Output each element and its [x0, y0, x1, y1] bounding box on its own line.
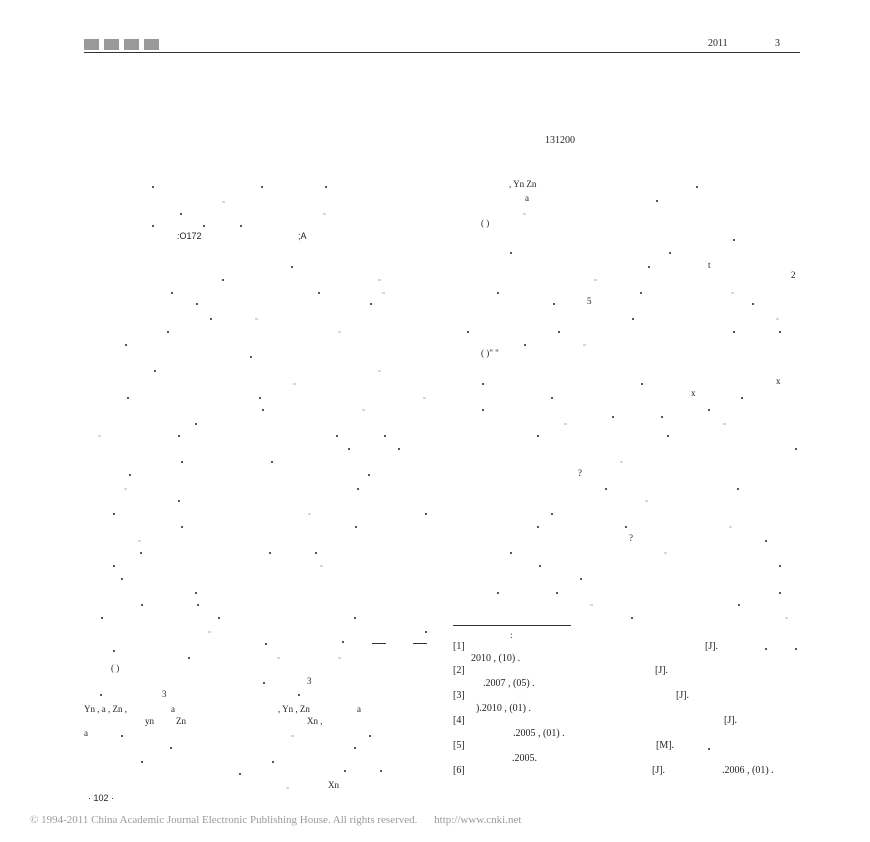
reference-number: [2]: [453, 665, 465, 676]
formula-a1: a: [171, 704, 175, 714]
classification-number: :O172: [177, 231, 202, 241]
formula-xn-1: Xn ,: [307, 716, 323, 726]
header-rule: [84, 52, 800, 53]
reference-detail: .2006 , (01) .: [722, 765, 774, 776]
reference-type: [J].: [705, 641, 719, 652]
reference-type: [J].: [655, 665, 669, 676]
sequence-line: , Yn Zn: [509, 179, 537, 189]
question-mark-1: ?: [578, 468, 582, 478]
reference-type: [J].: [652, 765, 666, 776]
reference-detail: .2007 , (05) .: [483, 678, 535, 689]
journal-title-blocks: [84, 39, 159, 50]
copyright-footer: [30, 814, 521, 826]
reference-detail: 2010 , (10) .: [471, 653, 521, 664]
title-block: [104, 39, 119, 50]
title-block: [124, 39, 139, 50]
reference-type: [M].: [656, 740, 675, 751]
reference-number: [1]: [453, 641, 465, 652]
reference-type: [J].: [676, 690, 690, 701]
reference-type: [J].: [724, 715, 738, 726]
numeral-3a: 3: [162, 689, 167, 699]
numeral-3b: 3: [307, 676, 312, 686]
reference-number: [4]: [453, 715, 465, 726]
paren-1: ( ): [111, 663, 120, 673]
title-block: [84, 39, 99, 50]
formula-a2: a: [357, 704, 361, 714]
title-block: [144, 39, 159, 50]
formula-xn-2: Xn: [328, 780, 339, 790]
reference-detail: ).2010 , (01) .: [476, 703, 531, 714]
formula-zn: Zn: [176, 716, 186, 726]
x-mark-2: x: [776, 376, 781, 386]
five-mark: 5: [587, 296, 592, 306]
page-number: · 102 ·: [88, 793, 115, 803]
postcode: 131200: [545, 135, 575, 146]
document-code: ;A: [298, 231, 307, 241]
formula-yn: yn: [145, 716, 154, 726]
two-mark: 2: [791, 270, 796, 280]
cnki-link[interactable]: http://www.cnki.net: [434, 814, 522, 826]
header-year: 2011: [708, 38, 728, 49]
formula-line-1: Yn , a , Zn ,: [84, 704, 127, 714]
quote-line: ( )" ": [481, 348, 499, 358]
reference-number: [5]: [453, 740, 465, 751]
t-mark: t: [708, 260, 711, 270]
reference-detail: .2005.: [512, 753, 537, 764]
sequence-a: a: [525, 193, 529, 203]
x-mark-1: x: [691, 388, 696, 398]
references-rule: [453, 625, 571, 626]
formula-a3: a: [84, 728, 88, 738]
reference-number: [6]: [453, 765, 465, 776]
references-heading: :: [510, 630, 513, 640]
header-issue: 3: [775, 38, 780, 49]
question-mark-2: ?: [629, 533, 633, 543]
reference-detail: .2005 , (01) .: [513, 728, 565, 739]
copyright-text: © 1994-2011 China Academic Journal Electronic Publishing House. All rights reserved.: [30, 814, 418, 826]
formula-line-2: , Yn , Zn: [278, 704, 310, 714]
reference-number: [3]: [453, 690, 465, 701]
paren-2: ( ): [481, 218, 490, 228]
